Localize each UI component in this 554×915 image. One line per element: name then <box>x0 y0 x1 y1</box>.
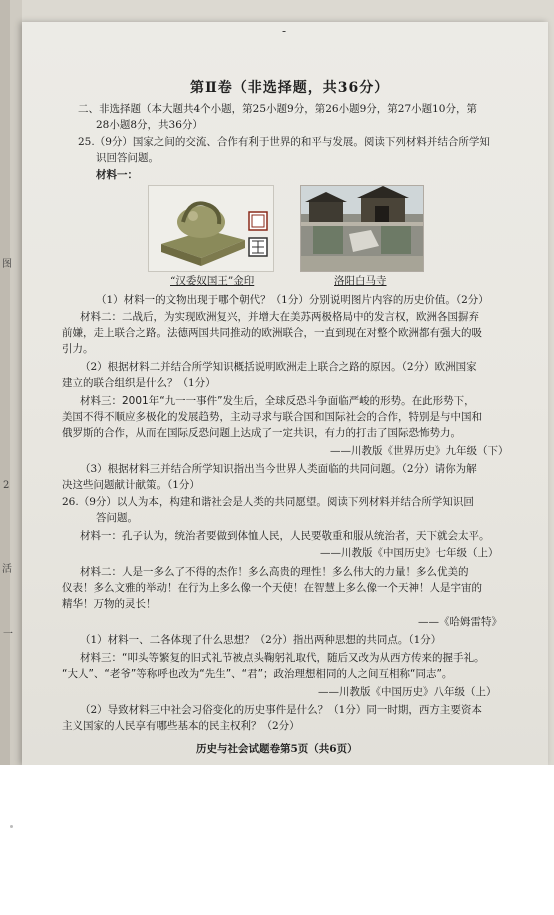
material-text: 引力。 <box>62 343 94 355</box>
material-text: 材料二：人是一多么了不得的杰作！多么高贵的理性！多么伟大的力量！多么优美的 <box>80 566 469 578</box>
question-26-stem: 26.（9分）以人为本，构建和谐社会是人类的共同愿望。阅读下列材料并结合所学知识回 <box>62 496 474 508</box>
image-caption: “汉委奴国王”金印 <box>170 275 255 287</box>
material-text: 前嫌，走上联合之路。法德两国共同推动的欧洲联合，一直到现在对整个欧洲都有强大的吸 <box>62 327 482 339</box>
margin-mark: 活 <box>2 564 12 575</box>
gold-seal-icon <box>149 186 273 271</box>
page-fold-shadow <box>0 0 10 765</box>
sub-question: 决这些问题献计献策。（1分） <box>62 479 200 491</box>
source-citation: ——川教版《中国历史》七年级（上） <box>320 547 499 559</box>
material-text: 材料三：2001年“九一一事件”发生后，全球反恐斗争面临严峻的形势。在此形势下， <box>80 395 475 407</box>
instructions-line: 二、非选择题（本大题共4个小题，第25小题9分，第26小题9分，第27小题10分，第 <box>78 103 477 115</box>
sub-question: （2）根据材料二并结合所学知识概括说明欧洲走上联合之路的原因。（2分）欧洲国家 <box>80 361 477 373</box>
source-citation: ——川教版《中国历史》八年级（上） <box>318 686 497 698</box>
scan-speck <box>10 825 13 828</box>
question-25-stem: 识回答问题。 <box>96 152 159 164</box>
sub-question: 建立的联合组织是什么？（1分） <box>62 377 216 389</box>
material-text: 精华！万物的灵长！ <box>62 598 157 610</box>
material-text: 美国不得不顺应多极化的发展趋势，主动寻求与联合国和国际社会的合作，特别是与中国和 <box>62 411 482 423</box>
section-title: 第Ⅱ卷（非选择题，共36分） <box>190 80 390 96</box>
material-label: 材料一： <box>96 169 138 181</box>
sub-question: （2）导致材料三中社会习俗变化的历史事件是什么？（1分）同一时期，西方主要资本 <box>80 704 482 716</box>
margin-mark: 一 <box>3 629 13 640</box>
material-text: 材料三：“叩头等繁复的旧式礼节被点头鞠躬礼取代，随后又改为从西方传来的握手礼。 <box>80 652 485 664</box>
sub-question: （3）根据材料三并结合所学知识指出当今世界人类面临的共同问题。（2分）请你为解 <box>80 463 477 475</box>
material-text: 材料一：孔子认为，统治者要做到体恤人民，人民要敬重和服从统治者，天下就会太平。 <box>80 530 490 542</box>
sub-question: （1）材料一、二各体现了什么思想？（2分）指出两种思想的共同点。（1分） <box>80 634 442 646</box>
page-top-mark: - <box>282 24 287 38</box>
page-footer: 历史与社会试题卷第5页（共6页） <box>196 743 358 755</box>
instructions-line: 28小题8分，共36分） <box>96 119 203 131</box>
material-text: “大人”、“老爷”等称呼也改为“先生”、“君”；政治理想相同的人之间互相称“同志”。 <box>62 668 453 680</box>
gold-seal-image <box>148 185 274 272</box>
source-citation: ——《哈姆雷特》 <box>418 616 502 628</box>
material-text: 仪表！多么文雅的举动！在行为上多么像一个天使！在智慧上多么像一个天神！人是宇宙的 <box>62 582 482 594</box>
sub-question: 主义国家的人民享有哪些基本的民主权利？（2分） <box>62 720 300 732</box>
question-25-stem: 25.（9分）国家之间的交流、合作有利于世界的和平与发展。阅读下列材料并结合所学知 <box>78 136 490 148</box>
white-horse-temple-image <box>300 185 424 272</box>
material-text: 材料二：二战后，为实现欧洲复兴，并增大在美苏两极格局中的发言权，欧洲各国摒弃 <box>80 311 479 323</box>
margin-mark: 图 <box>2 259 12 270</box>
source-citation: ——川教版《世界历史》九年级（下） <box>330 445 509 457</box>
temple-icon <box>301 186 423 271</box>
image-caption: 洛阳白马寺 <box>334 275 387 287</box>
sub-question: （1）材料一的文物出现于哪个朝代？（1分）分别说明图片内容的历史价值。（2分） <box>96 294 489 306</box>
material-text: 俄罗斯的合作，从而在国际反恐问题上达成了一定共识，有力的打击了国际恐怖势力。 <box>62 427 461 439</box>
question-26-stem: 答问题。 <box>96 512 138 524</box>
margin-mark: 2 <box>3 480 10 491</box>
